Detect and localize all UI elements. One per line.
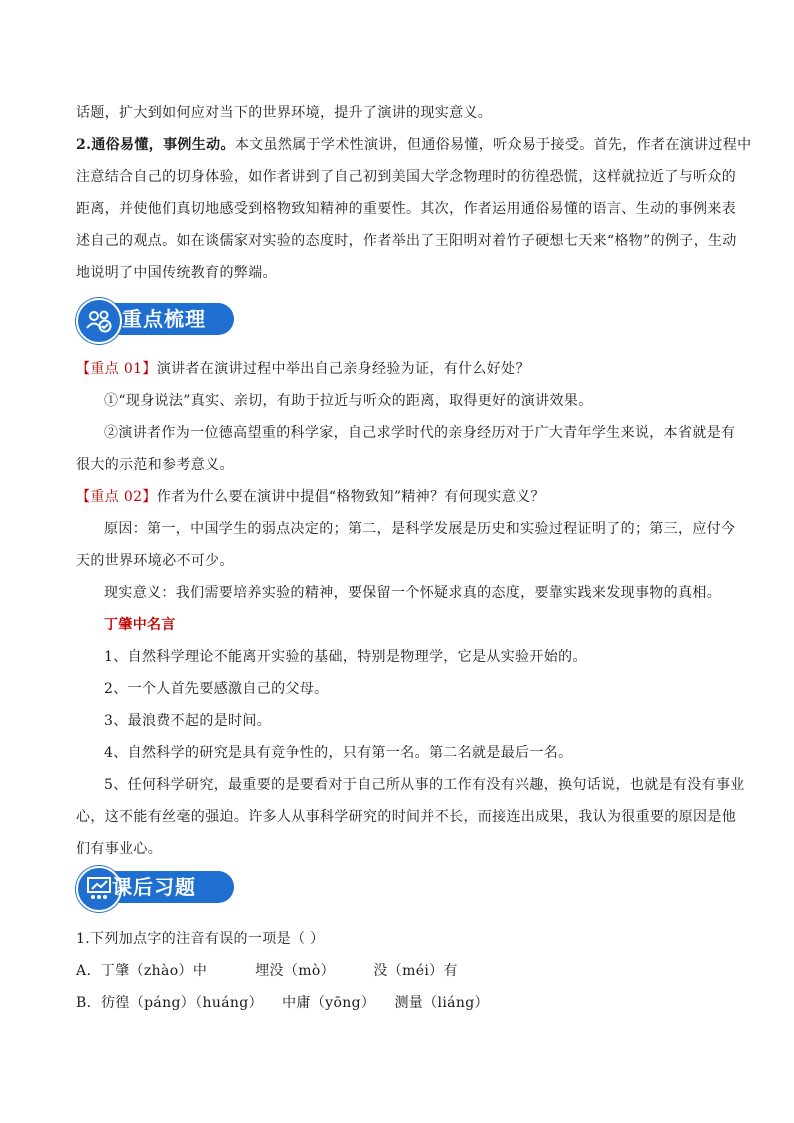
section-title: 课后习题 [112,875,196,899]
section-banner-key-points [76,298,236,340]
key-1-tag: 【重点 01】 [76,361,157,377]
key-2-meaning: 现实意义：我们需要培养实验的精神，要保留一个怀疑求真的态度，要靠实践来发现事物的真相。 [104,585,722,601]
section-title: 重点梳理 [122,307,206,331]
key-2-question: 作者为什么要在演讲中提倡“格物致知”精神？有何现实意义？ [156,489,545,505]
key-1-answer-1: ①“现身说法”真实、亲切，有助于拉近与听众的距离，取得更好的演讲效果。 [104,393,593,409]
quote-5-line-1: 5、任何科学研究，最重要的是要看对于自己所从事的工作有没有兴趣，换句话说，也就是有没有事业 [104,777,745,793]
quote-3: 3、最浪费不起的是时间。 [104,713,272,729]
key-2-question-line [76,487,545,507]
quote-4: 4、自然科学的研究是具有竞争性的，只有第一名。第二名就是最后一名。 [104,745,573,761]
point-2-line-3: 距离，并使他们真切地感受到格物致知精神的重要性。其次，作者运用通俗易懂的语言、生动的事例来表 [76,201,737,217]
key-1-question-line [76,359,530,379]
key-2-reason-line-1: 原因：第一，中国学生的弱点决定的；第二，是科学发展是历史和实验过程证明了的；第三，应付今 [104,521,736,537]
section-banner-exercises [76,866,236,908]
group-check-icon [76,298,122,344]
key-2-reason-line-2: 天的世界环境必不可少。 [76,553,234,569]
key-1-answer-2-line-1: ②演讲者作为一位德高望重的科学家，自己求学时代的亲身经历对于广大青年学生来说，本省就是有 [104,425,736,441]
point-2-label: 2.通俗易懂，事例生动。 [76,137,235,153]
point-2-line-4: 述自己的观点。如在谈儒家对实验的态度时，作者举出了王阳明对着竹子硬想七天来“格物”的例子，生动 [76,233,737,249]
exercise-question-1: 1.下列加点字的注音有误的一项是（ ） [76,931,325,947]
quote-5-line-2: 心，这不能有丝毫的强迫。许多人从事科学研究的时间并不长，而接连出成果，我认为很重要的原因是他 [76,809,737,825]
key-2-tag: 【重点 02】 [76,489,157,505]
quote-1: 1、自然科学理论不能离开实验的基础，特别是物理学，它是从实验开始的。 [104,649,587,665]
quote-5-line-3: 们有事业心。 [76,841,163,857]
intro-line-1: 话题，扩大到如何应对当下的世界环境，提升了演讲的现实意义。 [76,105,493,121]
point-2-line-2: 注意结合自己的切身体验，如作者讲到了自己初到美国大学念物理时的彷徨恐慌，这样就拉近了与听众的 [76,169,737,185]
key-1-question: 演讲者在演讲过程中举出自己亲身经验为证，有什么好处？ [156,361,530,377]
exercise-option-a: A. 丁肇（zhào）中 埋没（mò） 没（méi）有 [76,963,458,979]
key-1-answer-2-line-2: 很大的示范和参考意义。 [76,457,234,473]
quotes-heading: 丁肇中名言 [104,617,176,633]
point-2-line-1 [76,135,751,155]
point-2-line-5: 地说明了中国传统教育的弊端。 [76,265,277,281]
exercise-option-b: B. 彷徨（páng）（huáng） 中庸（yōng） 测量（liáng） [76,995,489,1011]
point-2-text: 本文虽然属于学术性演讲，但通俗易懂，听众易于接受。首先，作者在演讲过程中 [234,137,752,153]
quote-2: 2、一个人首先要感激自己的父母。 [104,681,329,697]
